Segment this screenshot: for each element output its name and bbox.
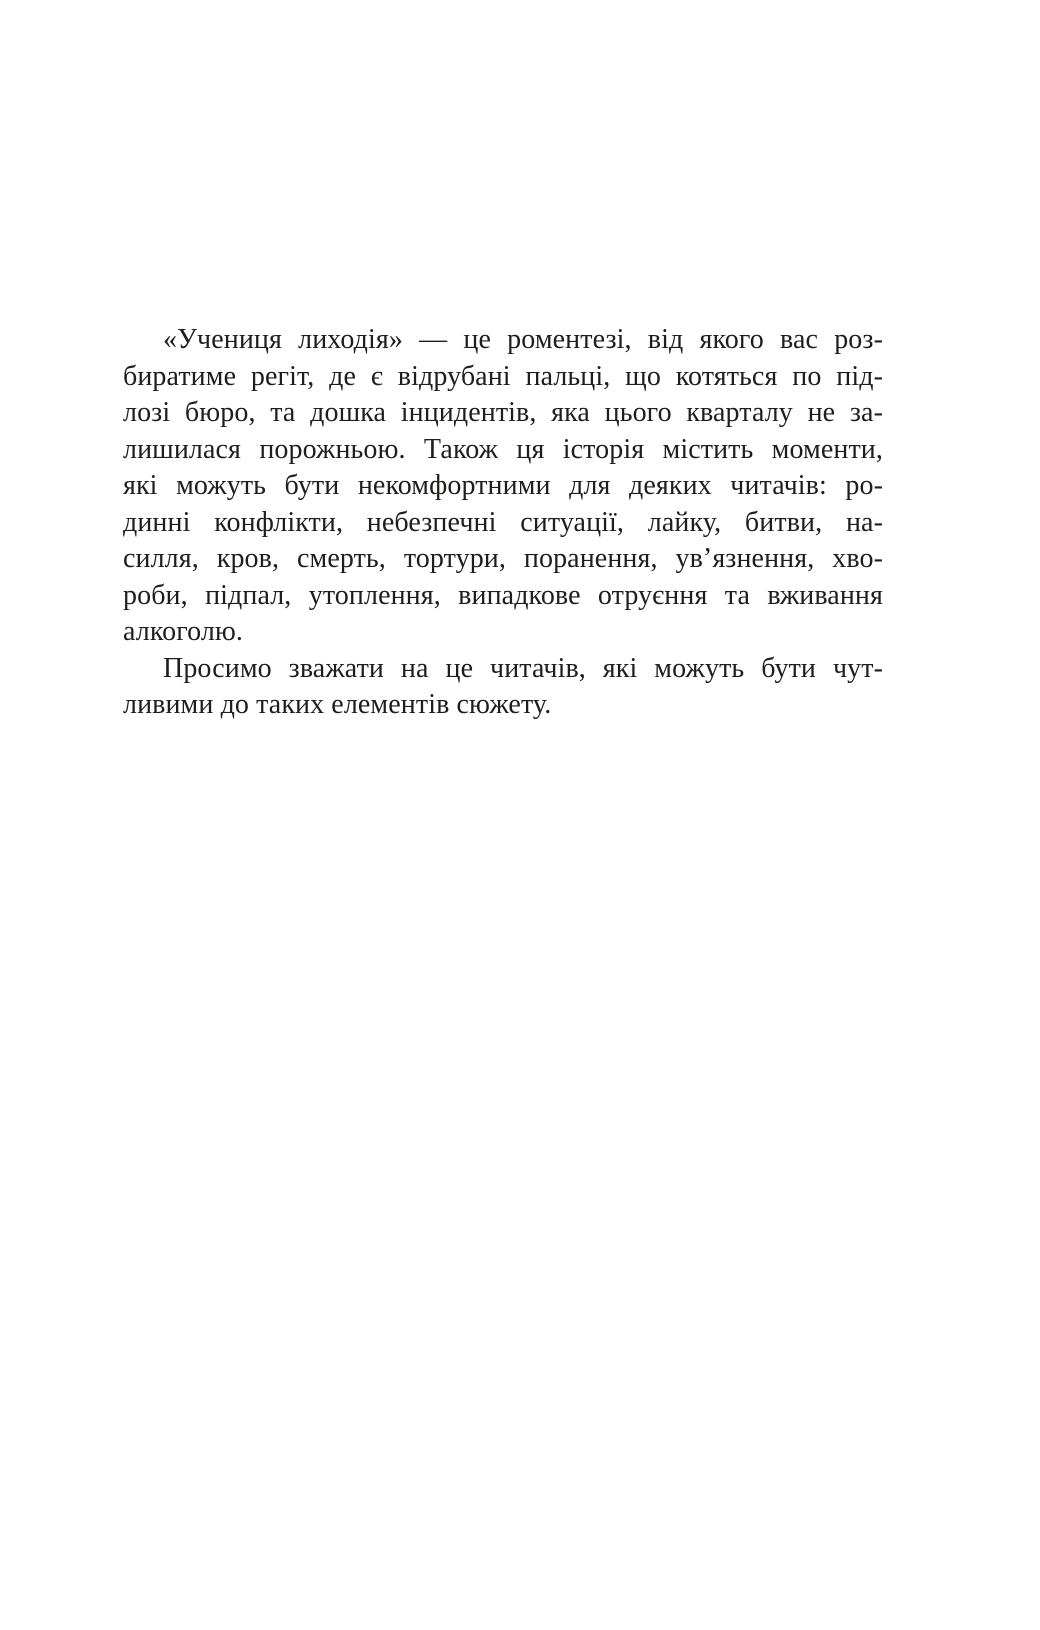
paragraph [123, 651, 883, 724]
text-line: ливими до таких елементів сюжету. [123, 689, 552, 720]
text-line: які можуть бути некомфортними для деяких читачів: ро- [123, 470, 883, 501]
text-line: алкоголю. [123, 616, 244, 647]
text-line: биратиме регіт, де є відрубані пальці, що котяться по під- [123, 360, 883, 392]
text-line: Просимо зважати на це читачів, які можуть бути чут- [163, 652, 883, 684]
text-line: динні конфлікти, небезпечні ситуації, лайку, битви, на- [123, 506, 883, 538]
paragraph [123, 322, 883, 651]
text-line: лозі бюро, та дошка інцидентів, яка цього кварталу не за- [123, 397, 883, 428]
text-line: лишилася порожньою. Також ця історія містить моменти, [123, 433, 883, 465]
text-line: силля, кров, смерть, тортури, поранення, ув’язнення, хво- [123, 543, 883, 574]
text-line: роби, підпал, утоплення, випадкове отруєння та вживання [123, 579, 883, 611]
page-text [123, 322, 883, 724]
text-line: «Учениця лиходія» — це роментезі, від якого вас роз- [163, 324, 883, 355]
